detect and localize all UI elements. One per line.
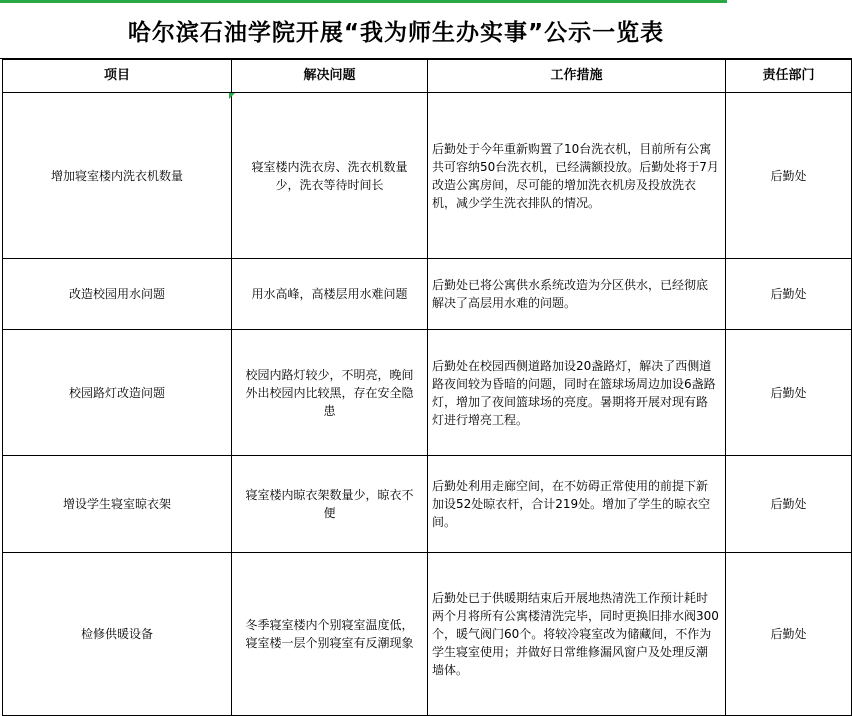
cell-department[interactable]: 后勤处 (726, 93, 852, 259)
cell-measures[interactable]: 后勤处利用走廊空间，在不妨碍正常使用的前提下新加设52处晾衣杆，合计219处。增加了学生的晾衣空间。 (428, 456, 726, 553)
header-measures[interactable]: 工作措施 (428, 60, 726, 93)
cell-project[interactable]: 改造校园用水问题 (3, 259, 232, 330)
cell-problem[interactable]: 冬季寝室楼内个别寝室温度低，寝室楼一层个别寝室有反潮现象 (232, 553, 428, 716)
notice-table (2, 59, 852, 716)
cell-problem[interactable]: 寝室楼内洗衣房、洗衣机数量少，洗衣等待时间长 (232, 93, 428, 259)
cell-problem[interactable]: 寝室楼内晾衣架数量少，晾衣不便 (232, 456, 428, 553)
header-department[interactable]: 责任部门 (726, 60, 852, 93)
cell-measures[interactable]: 后勤处于今年重新购置了10台洗衣机，目前所有公寓共可容纳50台洗衣机，已经满额投放。后勤处将于7月改造公寓房间，尽可能的增加洗衣机房及投放洗衣机，减少学生洗衣排队的情况。 (428, 93, 726, 259)
table-row (3, 93, 852, 259)
cell-problem[interactable]: 校园内路灯较少，不明亮，晚间外出校园内比较黑，存在安全隐患 (232, 330, 428, 456)
cell-project[interactable]: 增加寝室楼内洗衣机数量 (3, 93, 232, 259)
cell-measures[interactable]: 后勤处已将公寓供水系统改造为分区供水，已经彻底解决了高层用水难的问题。 (428, 259, 726, 330)
table-row (3, 553, 852, 716)
cell-department[interactable]: 后勤处 (726, 330, 852, 456)
table-row (3, 456, 852, 553)
cell-project[interactable]: 校园路灯改造问题 (3, 330, 232, 456)
header-problem[interactable]: 解决问题 (232, 60, 428, 93)
cell-project[interactable]: 增设学生寝室晾衣架 (3, 456, 232, 553)
cell-department[interactable]: 后勤处 (726, 456, 852, 553)
cell-measures[interactable]: 后勤处已于供暖期结束后开展地热清洗工作预计耗时两个月将所有公寓楼清洗完毕，同时更换旧排水阀300个，暖气阀门60个。将较冷寝室改为储藏间，不作为学生寝室使用；并做好日常维修漏风窗户及处理反潮墙体。 (428, 553, 726, 716)
title-row[interactable] (0, 3, 852, 59)
table-row (3, 330, 852, 456)
comment-indicator-icon (229, 93, 235, 99)
page-title: 哈尔滨石油学院开展“我为师生办实事”公示一览表 (127, 20, 665, 46)
cell-measures[interactable]: 后勤处在校园西侧道路加设20盏路灯，解决了西侧道路夜间较为昏暗的问题，同时在篮球场周边加设6盏路灯，增加了夜间篮球场的亮度。暑期将开展对现有路灯进行增亮工程。 (428, 330, 726, 456)
cell-department[interactable]: 后勤处 (726, 259, 852, 330)
header-row (3, 60, 852, 93)
cell-project[interactable]: 检修供暖设备 (3, 553, 232, 716)
header-project[interactable]: 项目 (3, 60, 232, 93)
cell-department[interactable]: 后勤处 (726, 553, 852, 716)
table-row (3, 259, 852, 330)
cell-problem[interactable]: 用水高峰，高楼层用水难问题 (232, 259, 428, 330)
